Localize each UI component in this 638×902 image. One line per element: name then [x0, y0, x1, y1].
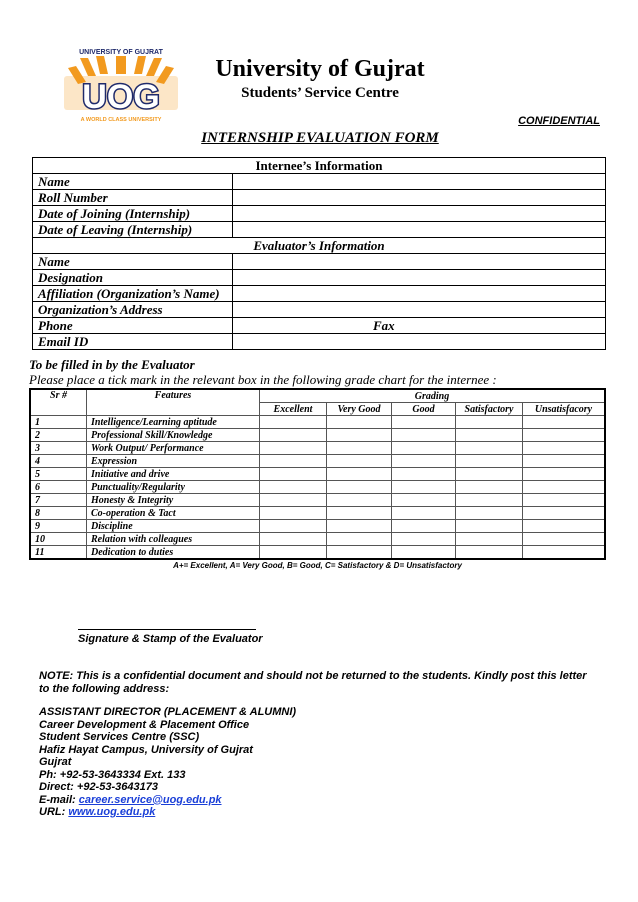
field-label: Roll Number — [33, 190, 233, 206]
table-row — [33, 334, 606, 350]
grade-checkbox[interactable] — [523, 455, 606, 468]
grade-checkbox[interactable] — [260, 442, 327, 455]
grade-checkbox[interactable] — [523, 533, 606, 546]
grade-checkbox[interactable] — [260, 507, 327, 520]
phone-field[interactable] — [233, 318, 369, 334]
field-label: Email ID — [33, 334, 233, 350]
grade-checkbox[interactable] — [327, 507, 392, 520]
grade-checkbox[interactable] — [456, 468, 523, 481]
feature-cell: Expression — [87, 455, 260, 468]
grade-satisfactory-header: Satisfactory — [456, 403, 523, 416]
table-row — [30, 468, 605, 481]
sr-cell: 7 — [30, 494, 87, 507]
grade-checkbox[interactable] — [456, 520, 523, 533]
feature-cell: Co-operation & Tact — [87, 507, 260, 520]
internee-name-field[interactable] — [233, 174, 606, 190]
table-row — [33, 254, 606, 270]
grade-checkbox[interactable] — [523, 546, 606, 560]
grade-checkbox[interactable] — [456, 416, 523, 429]
address-line: Gujrat — [39, 756, 72, 768]
grade-checkbox[interactable] — [260, 494, 327, 507]
grade-checkbox[interactable] — [260, 455, 327, 468]
grade-legend: A+= Excellent, A= Very Good, B= Good, C= Satisfactory & D= Unsatisfactory — [173, 561, 462, 570]
sr-cell: 5 — [30, 468, 87, 481]
table-row — [30, 533, 605, 546]
table-row — [33, 286, 606, 302]
grading-header: Grading — [260, 389, 606, 403]
grade-checkbox[interactable] — [260, 481, 327, 494]
postal-address — [39, 706, 599, 819]
grade-checkbox[interactable] — [392, 468, 456, 481]
feature-cell: Work Output/ Performance — [87, 442, 260, 455]
grade-checkbox[interactable] — [392, 507, 456, 520]
url-label: URL: — [39, 806, 69, 818]
university-title: University of Gujrat — [215, 56, 425, 82]
feature-cell: Discipline — [87, 520, 260, 533]
field-label: Organization’s Address — [33, 302, 233, 318]
grade-checkbox[interactable] — [392, 494, 456, 507]
grade-checkbox[interactable] — [456, 507, 523, 520]
address-line: Career Development & Placement Office — [39, 718, 250, 731]
field-label: Phone — [33, 318, 233, 334]
grade-checkbox[interactable] — [456, 494, 523, 507]
feature-cell: Dedication to duties — [87, 546, 260, 560]
table-row — [33, 318, 606, 334]
table-row — [30, 520, 605, 533]
evaluator-section-heading: To be filled in by the Evaluator — [29, 357, 195, 372]
grade-checkbox[interactable] — [327, 468, 392, 481]
sr-cell: 1 — [30, 416, 87, 429]
table-row — [33, 206, 606, 222]
grade-checkbox[interactable] — [327, 520, 392, 533]
grade-checkbox[interactable] — [456, 546, 523, 560]
grade-checkbox[interactable] — [260, 468, 327, 481]
grade-checkbox[interactable] — [523, 429, 606, 442]
grade-good-header: Good — [392, 403, 456, 416]
grade-checkbox[interactable] — [523, 507, 606, 520]
table-row — [30, 442, 605, 455]
grade-checkbox[interactable] — [392, 481, 456, 494]
signature-line[interactable] — [78, 629, 256, 630]
grade-checkbox[interactable] — [523, 416, 606, 429]
grade-checkbox[interactable] — [392, 533, 456, 546]
grade-checkbox[interactable] — [523, 481, 606, 494]
grade-checkbox[interactable] — [456, 429, 523, 442]
address-line: Hafiz Hayat Campus, University of Gujrat — [39, 743, 253, 756]
table-row — [33, 190, 606, 206]
sr-cell: 11 — [30, 546, 87, 560]
grade-checkbox[interactable] — [260, 520, 327, 533]
address-line: Student Services Centre (SSC) — [39, 731, 200, 743]
feature-cell: Punctuality/Regularity — [87, 481, 260, 494]
sr-cell: 4 — [30, 455, 87, 468]
centre-subtitle: Students’ Service Centre — [241, 85, 399, 101]
table-row — [33, 174, 606, 190]
university-logo — [60, 46, 182, 124]
field-label: Name — [33, 254, 233, 270]
grade-unsatisfactory-header: Unsatisfacory — [523, 403, 606, 416]
grade-checkbox[interactable] — [392, 429, 456, 442]
affiliation-field[interactable] — [233, 286, 606, 302]
evaluator-info-heading: Evaluator’s Information — [33, 238, 606, 254]
grade-checkbox[interactable] — [260, 546, 327, 560]
email-link[interactable]: career.service@uog.edu.pk — [78, 793, 222, 806]
table-row — [30, 416, 605, 429]
svg-text:A WORLD CLASS UNIVERSITY: A WORLD CLASS UNIVERSITY — [80, 117, 162, 123]
grade-checkbox[interactable] — [456, 442, 523, 455]
grade-checkbox[interactable] — [392, 455, 456, 468]
features-header: Features — [87, 389, 260, 416]
grade-checkbox[interactable] — [327, 442, 392, 455]
feature-cell: Intelligence/Learning aptitude — [87, 416, 260, 429]
fax-field[interactable] — [368, 318, 606, 334]
date-leaving-field[interactable] — [233, 222, 606, 238]
grade-checkbox[interactable] — [523, 494, 606, 507]
grade-checkbox[interactable] — [392, 416, 456, 429]
email-label: E-mail: — [39, 793, 79, 806]
grade-checkbox[interactable] — [523, 442, 606, 455]
grade-checkbox[interactable] — [327, 481, 392, 494]
feature-cell: Initiative and drive — [87, 468, 260, 481]
table-row — [30, 429, 605, 442]
confidential-note: NOTE: This is a confidential document and should not be returned to the students. Kindly post this letter to the following address: — [39, 670, 587, 695]
grade-checkbox[interactable] — [456, 481, 523, 494]
table-row — [30, 481, 605, 494]
grade-checkbox[interactable] — [327, 455, 392, 468]
sr-cell: 2 — [30, 429, 87, 442]
field-label: Designation — [33, 270, 233, 286]
grade-checkbox[interactable] — [327, 494, 392, 507]
grade-checkbox[interactable] — [327, 429, 392, 442]
table-row — [30, 455, 605, 468]
field-label: Affiliation (Organization’s Name) — [33, 286, 233, 302]
field-label: Name — [33, 174, 233, 190]
grade-checkbox[interactable] — [392, 520, 456, 533]
grade-checkbox[interactable] — [327, 416, 392, 429]
address-line: Direct: +92-53-3643173 — [39, 781, 158, 793]
table-row — [30, 546, 605, 560]
grade-checkbox[interactable] — [456, 455, 523, 468]
email-id-field[interactable] — [233, 334, 606, 350]
svg-text:UNIVERSITY OF GUJRAT: UNIVERSITY OF GUJRAT — [79, 49, 163, 56]
roll-number-field[interactable] — [233, 190, 606, 206]
designation-field[interactable] — [233, 270, 606, 286]
organization-address-field[interactable] — [233, 302, 606, 318]
field-label: Date of Joining (Internship) — [33, 206, 233, 222]
table-row — [33, 222, 606, 238]
grade-checkbox[interactable] — [392, 546, 456, 560]
grade-checkbox[interactable] — [456, 533, 523, 546]
email-line — [39, 794, 599, 807]
sr-header: Sr # — [30, 389, 87, 416]
grading-table — [29, 388, 606, 560]
grade-checkbox[interactable] — [327, 533, 392, 546]
grade-very-good-header: Very Good — [327, 403, 392, 416]
feature-cell: Relation with colleagues — [87, 533, 260, 546]
table-row — [30, 507, 605, 520]
information-table — [32, 157, 606, 350]
date-joining-field[interactable] — [233, 206, 606, 222]
sr-cell: 9 — [30, 520, 87, 533]
table-row — [33, 270, 606, 286]
fax-label: Fax — [373, 317, 395, 333]
form-title: INTERNSHIP EVALUATION FORM — [201, 130, 439, 146]
grade-checkbox[interactable] — [260, 416, 327, 429]
table-row — [30, 494, 605, 507]
feature-cell: Professional Skill/Knowledge — [87, 429, 260, 442]
internee-info-heading: Internee’s Information — [33, 158, 606, 174]
grade-checkbox[interactable] — [523, 468, 606, 481]
grade-excellent-header: Excellent — [260, 403, 327, 416]
address-line: ASSISTANT DIRECTOR (PLACEMENT & ALUMNI) — [39, 706, 297, 718]
url-link[interactable]: www.uog.edu.pk — [68, 806, 156, 818]
grade-checkbox[interactable] — [327, 546, 392, 560]
signature-label: Signature & Stamp of the Evaluator — [78, 633, 263, 645]
grade-checkbox[interactable] — [392, 442, 456, 455]
sr-cell: 10 — [30, 533, 87, 546]
sr-cell: 8 — [30, 507, 87, 520]
grade-checkbox[interactable] — [260, 429, 327, 442]
grade-checkbox[interactable] — [260, 533, 327, 546]
url-line — [39, 806, 599, 819]
grade-checkbox[interactable] — [523, 520, 606, 533]
table-row — [33, 302, 606, 318]
evaluator-name-field[interactable] — [233, 254, 606, 270]
feature-cell: Honesty & Integrity — [87, 494, 260, 507]
field-label: Date of Leaving (Internship) — [33, 222, 233, 238]
sr-cell: 6 — [30, 481, 87, 494]
svg-text:UOG: UOG — [82, 78, 160, 116]
confidential-label: CONFIDENTIAL — [518, 115, 600, 127]
sr-cell: 3 — [30, 442, 87, 455]
grading-instruction: Please place a tick mark in the relevant box in the following grade chart for the internee : — [29, 372, 497, 387]
address-line: Ph: +92-53-3643334 Ext. 133 — [39, 768, 186, 781]
